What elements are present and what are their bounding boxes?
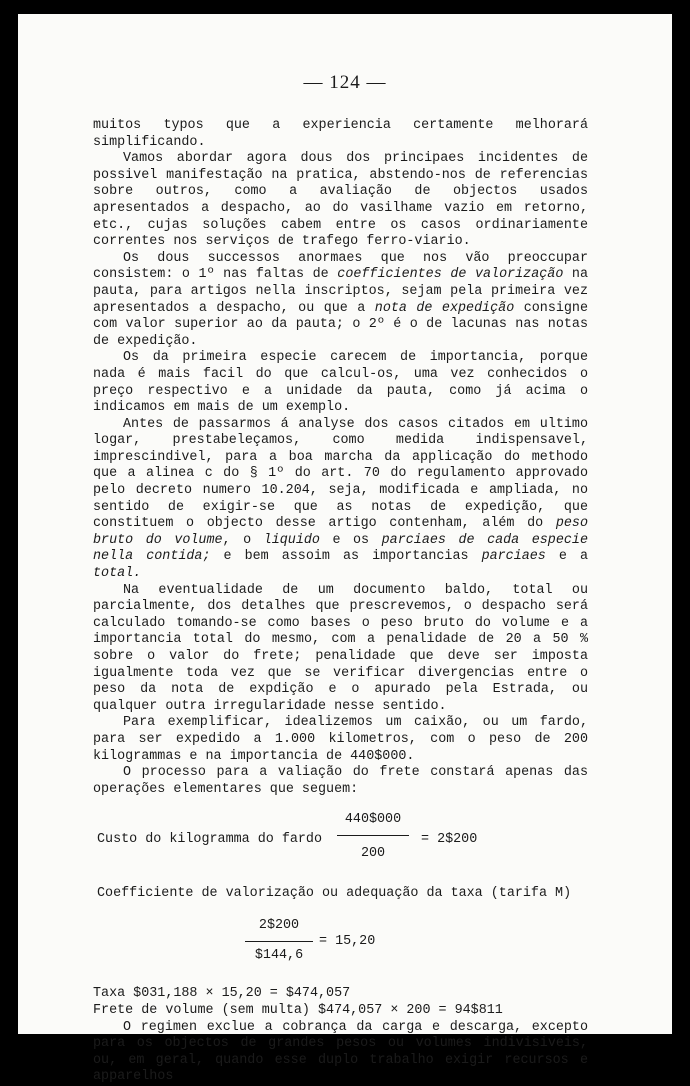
page-number: — 124 — — [303, 72, 387, 93]
paragraph-5: Antes de passarmos á analyse dos casos citados em ultimo logar, prestabeleçamos, como medida indispensavel, imprescindivel, para a boa marcha da applicação do methodo que a alinea c do § 1º do art. 70 do regulamento approvado pelo decreto numero 10.204, seja, modificada e ampliada, no sentido de exigir-se que as notas de expedição, que constituem o objecto desse artigo contenham, além do peso bruto do volume, o liquido e os parciaes de cada especie nella contida; e bem assoim as importancias parciaes e a total. — [93, 416, 588, 582]
formula-1-fraction — [337, 812, 409, 862]
calc-taxa: Taxa $031,188 × 15,20 = $474,057 — [93, 986, 351, 1002]
emphasis-peso-bruto: peso bruto do volume — [93, 516, 588, 548]
formula-3-fraction — [245, 918, 313, 964]
formula-2-label: Coefficiente de valorização ou adequação da taxa (tarifa M) — [97, 886, 572, 902]
paragraph-6: Na eventualidade de um documento baldo, total ou parcialmente, dos detalhes que prescrevemos, o despacho será calculado tomando-se como bases o peso bruto do volume e a importancia total do mesmo, com a penalidade de 20 a 50 % sobre o valor do frete; penalidade que deve ser imposta igualmente toda vez que se verificar divergencias entre o peso da nota de expdição e o apurado pela Estrada, ou qualquer outra irregularidade nesse sentido. — [93, 582, 588, 714]
paragraph-8: O processo para a valiação do frete constará apenas das operações elementares que seguem: — [93, 765, 588, 797]
formula-3-denominator: $144,6 — [254, 947, 304, 963]
emphasis-nota-expedicao: nota de expedição — [374, 300, 515, 316]
formula-3-result: = 15,20 — [319, 934, 376, 950]
formula-1-result: = 2$200 — [421, 832, 478, 848]
emphasis-total: total. — [93, 566, 142, 582]
calc-frete: Frete de volume (sem multa) $474,057 × 200 = 94$811 — [93, 1002, 503, 1018]
formula-1-denominator: 200 — [360, 845, 386, 861]
emphasis-parciaes-especie: parciaes de cada especie nella contida; — [93, 532, 588, 565]
emphasis-parciaes: parciaes — [481, 549, 546, 565]
calculation-lines — [93, 986, 588, 1019]
paragraph-1: muitos typos que a experiencia certamente melhorará simplificando. — [93, 118, 588, 150]
paragraph-3: Os dous successos anormaes que nos vão preoccupar consistem: o 1º nas faltas de coefficientes de valorização na pauta, para artigos nella inscriptos, sejam pela primeira vez apresentados a despacho, ou que a nota de expedição consigne com valor superior ao da pauta; o 2º é o de lacunas nas notas de expedição. — [93, 250, 589, 349]
body-text — [93, 118, 588, 1086]
formula-3-numerator: 2$200 — [258, 918, 300, 934]
paragraph-7: Para exemplificar, idealizemos um caixão, ou um fardo, para ser expedido a 1.000 kilometros, com o peso de 200 kilogrammas e na importancia de 440$000. — [93, 715, 588, 764]
formula-coefficiente — [93, 918, 588, 976]
formula-custo-kilogramma — [93, 812, 588, 874]
formula-1-numerator: 440$000 — [344, 812, 402, 828]
book-page — [18, 14, 672, 1085]
paragraph-9: O regimen exclue a cobrança da carga e descarga, excepto para os objectos de grandes pesos ou volumes indivisiveis, ou, em geral, quando esse duplo trabalho exigir recursos e apparelhos — [93, 1019, 588, 1085]
formula-1-label: Custo do kilogramma do fardo — [97, 832, 322, 848]
emphasis-coefficientes: coefficientes de valorização — [337, 267, 564, 283]
paragraph-4: Os da primeira especie carecem de importancia, porque nada é mais facil do que calcul-os, uma vez conhecidos o preço respectivo e a unidade da pauta, como já acima o indicamos em mais de um exemplo. — [93, 350, 588, 416]
formula-coefficiente-label — [93, 882, 588, 912]
paragraph-2: Vamos abordar agora dous dos principaes incidentes de possivel manifestação na pratica, abstendo-nos de referencias sobre outros, como a avaliação de objectos usados apresentados a despacho, ao do vasilhame vazio em retorno, etc., cujas soluções cabem entre os casos ordinariamente correntes nos serviços de trafego ferro-viario. — [93, 151, 588, 250]
emphasis-liquido: liquido — [263, 532, 320, 548]
